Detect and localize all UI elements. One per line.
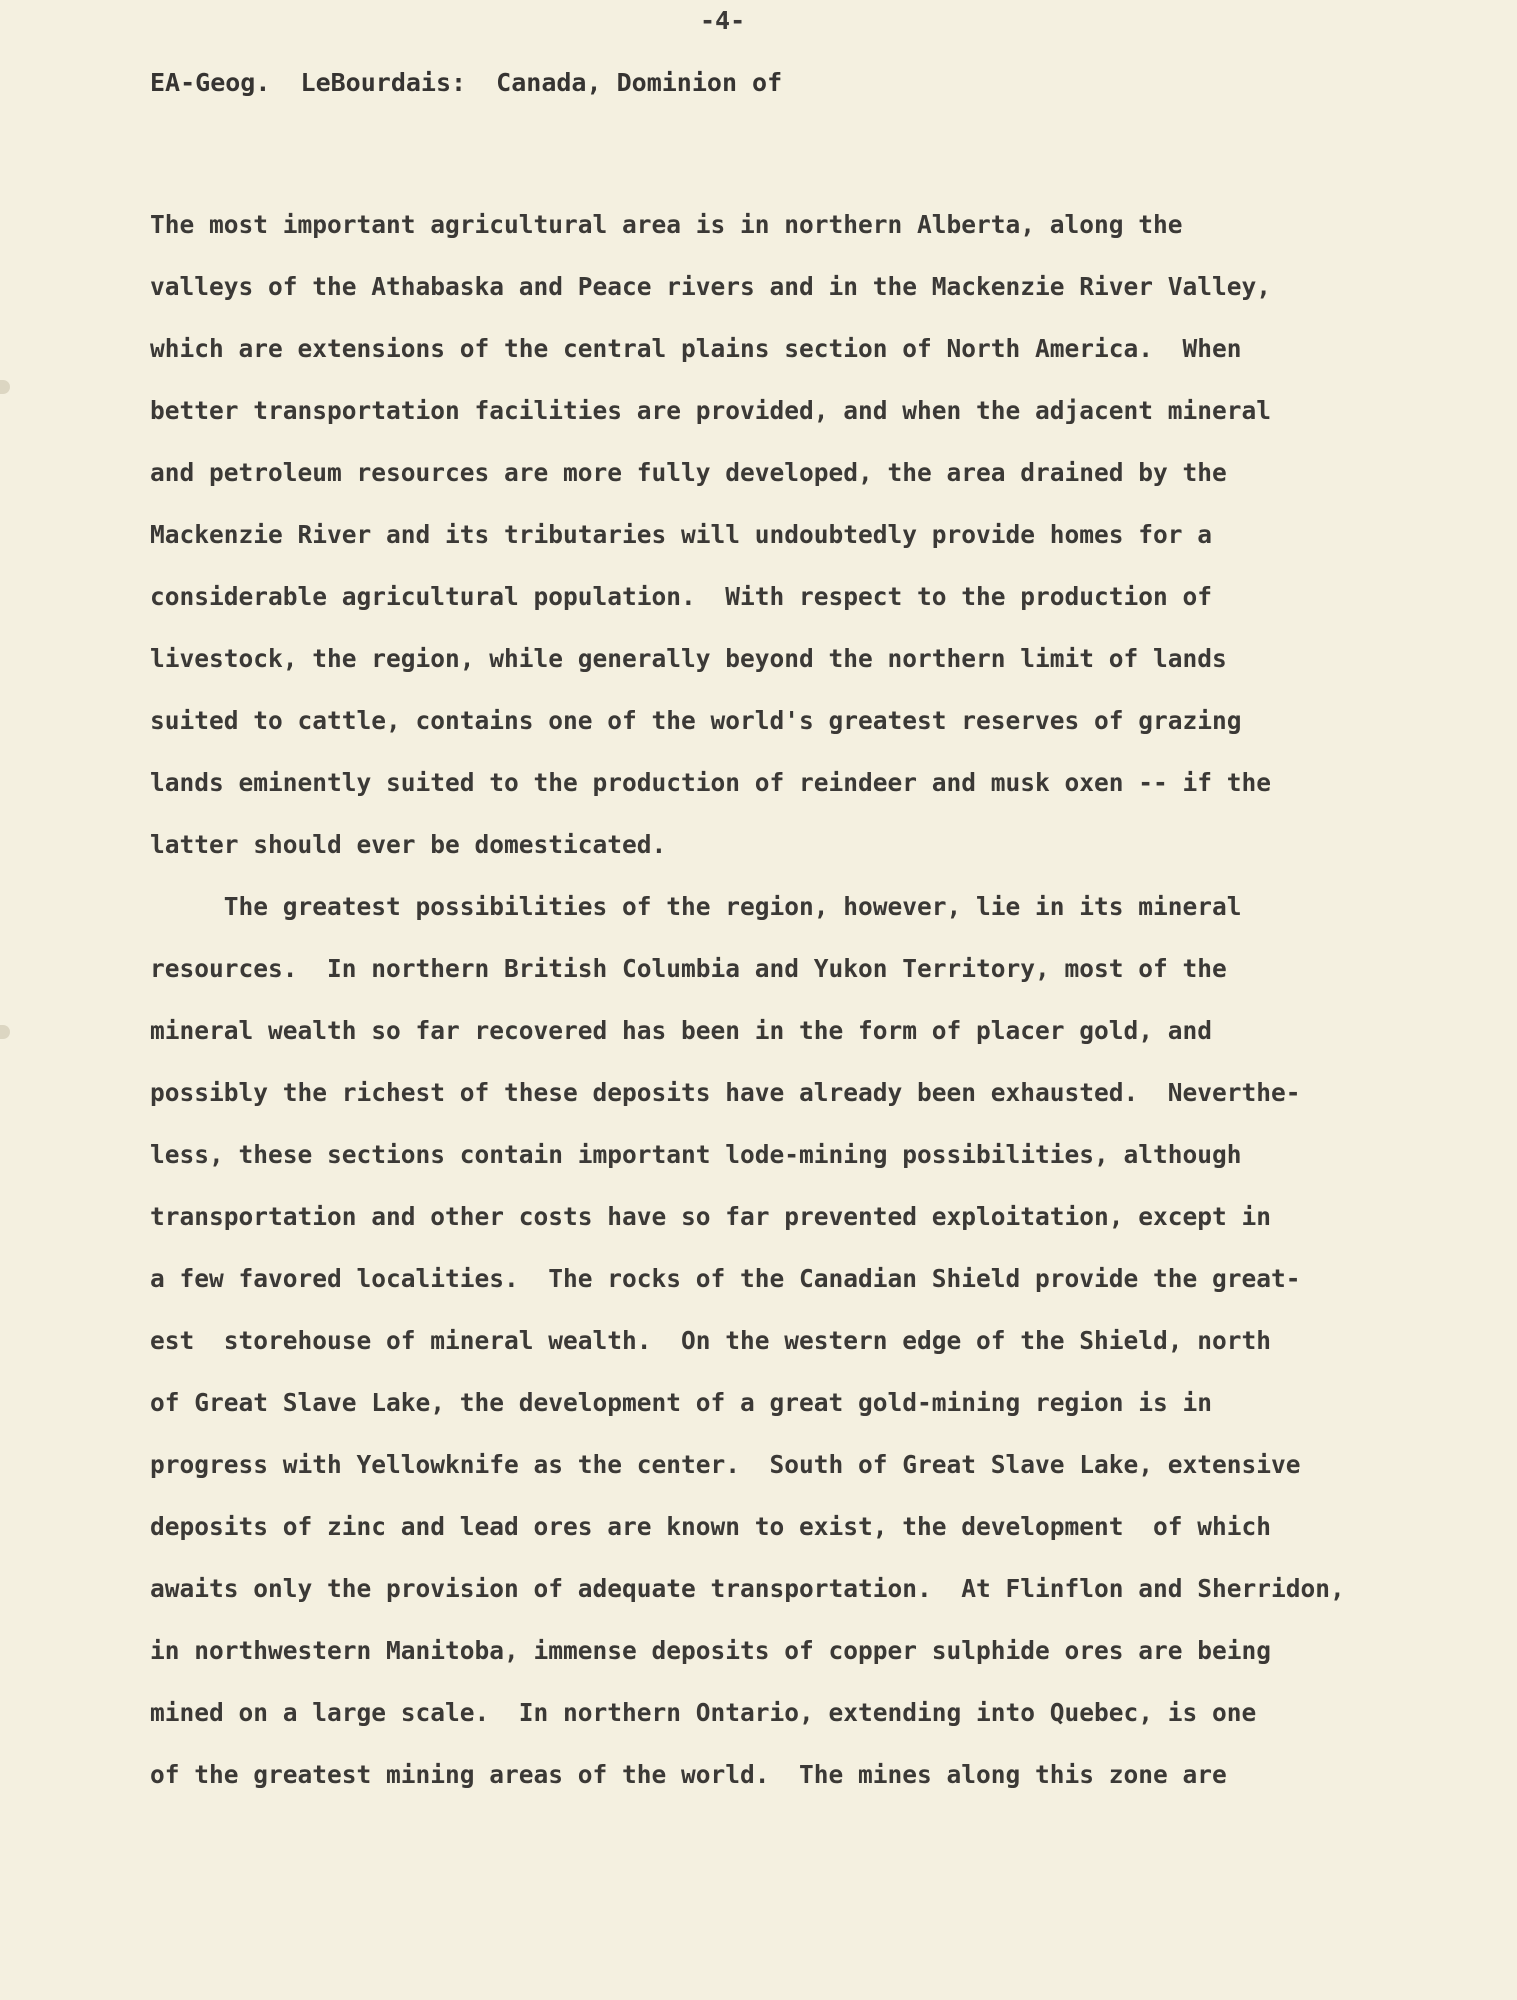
text-line: valleys of the Athabaska and Peace rivers and in the Mackenzie River Valley, — [150, 272, 1272, 301]
punch-hole — [0, 1025, 10, 1039]
text-line: mineral wealth so far recovered has been in the form of placer gold, and — [150, 1016, 1213, 1045]
text-line: which are extensions of the central plains section of North America. When — [150, 334, 1242, 363]
text-line: lands eminently suited to the production of reindeer and musk oxen -- if the — [150, 768, 1272, 797]
text-line: mined on a large scale. In northern Ontario, extending into Quebec, is one — [150, 1698, 1257, 1727]
text-line: awaits only the provision of adequate transportation. At Flinflon and Sherridon, — [150, 1574, 1345, 1603]
text-line: in northwestern Manitoba, immense deposits of copper sulphide ores are being — [150, 1636, 1272, 1665]
text-line: considerable agricultural population. With respect to the production of — [150, 582, 1213, 611]
text-line: resources. In northern British Columbia and Yukon Territory, most of the — [150, 954, 1227, 983]
text-line: better transportation facilities are provided, and when the adjacent mineral — [150, 396, 1272, 425]
text-line: of the greatest mining areas of the world. The mines along this zone are — [150, 1760, 1227, 1789]
text-line: latter should ever be domesticated. — [150, 830, 667, 859]
text-line: est storehouse of mineral wealth. On the western edge of the Shield, north — [150, 1326, 1272, 1355]
body-text — [150, 194, 1400, 1806]
page-number: -4- — [700, 6, 746, 35]
text-line: possibly the richest of these deposits have already been exhausted. Neverthe- — [150, 1078, 1301, 1107]
text-line: deposits of zinc and lead ores are known to exist, the development of which — [150, 1512, 1272, 1541]
text-line: suited to cattle, contains one of the world's greatest reserves of grazing — [150, 706, 1242, 735]
text-line: The greatest possibilities of the region, however, lie in its mineral — [150, 892, 1242, 921]
text-line: The most important agricultural area is in northern Alberta, along the — [150, 210, 1183, 239]
text-line: of Great Slave Lake, the development of a great gold-mining region is in — [150, 1388, 1213, 1417]
document-header: EA-Geog. LeBourdais: Canada, Dominion of — [150, 68, 783, 97]
text-line: less, these sections contain important lode-mining possibilities, although — [150, 1140, 1242, 1169]
text-line: a few favored localities. The rocks of the Canadian Shield provide the great- — [150, 1264, 1301, 1293]
text-line: and petroleum resources are more fully developed, the area drained by the — [150, 458, 1227, 487]
text-line: Mackenzie River and its tributaries will undoubtedly provide homes for a — [150, 520, 1213, 549]
text-line: progress with Yellowknife as the center. South of Great Slave Lake, extensive — [150, 1450, 1301, 1479]
text-line: transportation and other costs have so far prevented exploitation, except in — [150, 1202, 1272, 1231]
punch-hole — [0, 380, 10, 394]
text-line: livestock, the region, while generally beyond the northern limit of lands — [150, 644, 1227, 673]
